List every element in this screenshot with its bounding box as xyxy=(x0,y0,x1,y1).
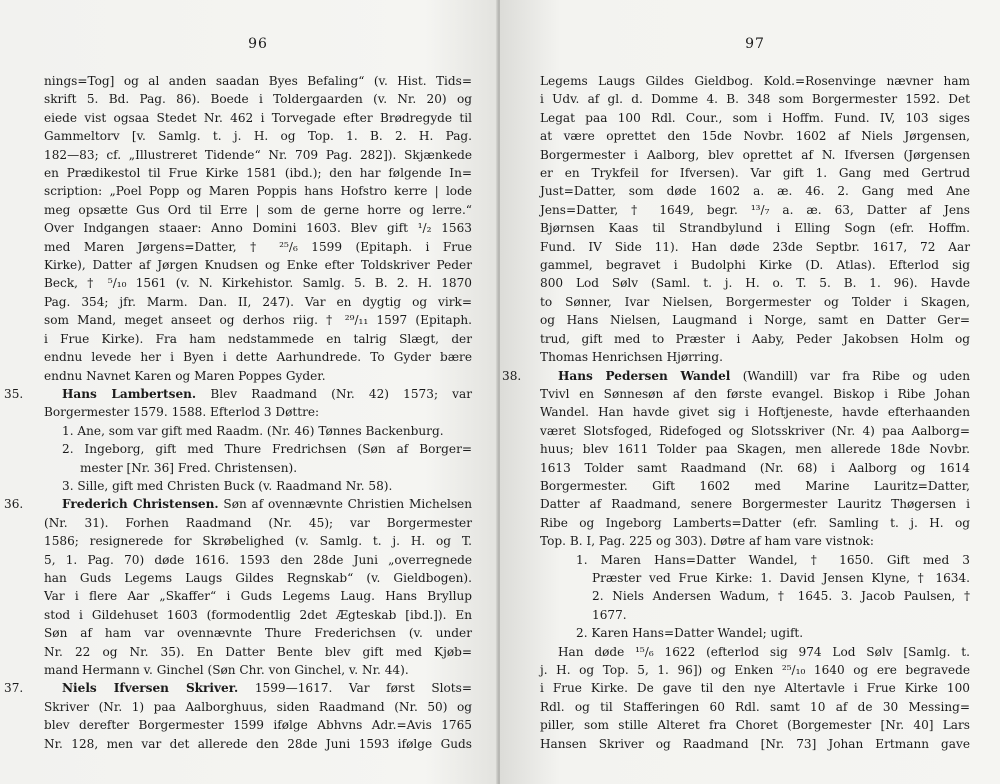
entry-number: 35. xyxy=(4,386,24,401)
line-text: to Sønner, Ivar Nielsen, Borgermester og Tolder i Skagen, xyxy=(540,294,970,309)
text-line xyxy=(540,403,970,421)
text-line xyxy=(44,440,472,458)
line-text: Hansen Skriver og Raadmand [Nr. 73] Johan Ertmann gave xyxy=(540,736,970,751)
text-line xyxy=(44,459,472,477)
line-text: Legat paa 100 Rdl. Cour., som i Hoffm. Fund. IV, 103 siges xyxy=(540,110,970,125)
line-text: Han døde ¹⁵/₆ 1622 (efterlod sig 974 Lod Sølv [Samlg. t. xyxy=(558,644,970,659)
line-text: Ribe og Ingeborg Lamberts=Datter (efr. Samling t. j. H. og xyxy=(540,515,970,530)
line-text: 1613 Tolder samt Raadmand (Nr. 68) i Aalborg og 1614 xyxy=(540,460,970,475)
line-text: huus; blev 1611 Tolder paa Skagen, men allerede 18de Novbr. xyxy=(540,442,970,457)
text-line xyxy=(44,643,472,661)
text-line xyxy=(540,348,970,366)
line-text: Borgermester 1579. 1588. Efterlod 3 Døttre: xyxy=(44,405,320,420)
text-line xyxy=(44,72,472,90)
line-text: nings=Tog] og al anden saadan Byes Befaling“ (v. Hist. Tids= xyxy=(44,74,472,88)
line-text: scription: „Poel Popp og Maren Poppis hans Hofstro kerre | lode xyxy=(44,184,472,199)
text-line xyxy=(44,238,472,256)
text-line xyxy=(540,698,970,716)
text-line xyxy=(540,716,970,734)
text-line xyxy=(540,164,970,182)
entry-name: Hans Lambertsen. xyxy=(62,386,197,401)
line-text: 800 Lod Sølv (Saml. t. j. H. o. T. 5. B. 1. 96). Havde xyxy=(540,276,970,291)
entry-name: Hans Pedersen Wandel xyxy=(558,368,731,383)
line-text: Wandel. Han havde givet sig i Hoftjeneste, havde efterhaanden xyxy=(540,405,970,420)
text-line xyxy=(44,532,472,550)
text-line xyxy=(540,293,970,311)
text-line xyxy=(540,514,970,532)
text-line xyxy=(540,679,970,697)
text-line xyxy=(44,348,472,366)
text-line xyxy=(44,256,472,274)
line-text: i Frue Kirke). Fra ham nedstammede en talrig Slægt, der xyxy=(44,331,472,346)
line-text: Gammeltorv [v. Samlg. t. j. H. og Top. 1. B. 2. H. Pag. xyxy=(44,129,472,144)
left-page-text xyxy=(4,72,473,753)
text-line xyxy=(540,661,970,679)
entry-text: (Wandill) var fra Ribe og uden xyxy=(730,368,970,383)
line-text: Nr. 22 og Nr. 35). En Datter Bente blev gift med Kjøb= xyxy=(44,644,472,659)
text-line xyxy=(44,624,472,642)
line-text: Beck, † ⁵/₁₀ 1561 (v. N. Kirkehistor. Samlg. 5. B. 2. H. 1870 xyxy=(44,276,472,291)
text-line xyxy=(44,219,472,237)
line-text: 1. Maren Hans=Datter Wandel, † 1650. Gift med 3 xyxy=(576,552,970,567)
text-line xyxy=(44,274,472,292)
page-number-left: 96 xyxy=(248,36,268,52)
line-text: 2. Karen Hans=Datter Wandel; ugift. xyxy=(576,626,804,641)
line-text: Fund. IV Side 11). Han døde 23de Septbr. 1617, 72 Aar xyxy=(540,239,970,254)
line-text: Kirke), Datter af Jørgen Knudsen og Enke efter Toldskriver Peder xyxy=(44,258,472,273)
text-line xyxy=(540,146,970,164)
text-line xyxy=(540,422,970,440)
line-text: Pag. 354; jfr. Marm. Dan. II, 247). Var en dygtig og virk= xyxy=(44,294,472,309)
line-text: Over Indgangen staaer: Anno Domini 1603. Blev gift ¹/₂ 1563 xyxy=(44,221,472,236)
text-line xyxy=(540,182,970,200)
line-text: i Frue Kirke. De gave til den nye Altertavle i Frue Kirke 100 xyxy=(540,681,970,696)
line-text: mand Hermann v. Ginchel (Søn Chr. von Ginchel, v. Nr. 44). xyxy=(44,663,409,677)
entry-text: Blev Raadmand (Nr. 42) 1573; var xyxy=(196,386,473,401)
text-line xyxy=(540,201,970,219)
text-line xyxy=(540,606,970,624)
text-line xyxy=(540,643,970,661)
line-text: Rdl. og til Stafferingen 60 Rdl. samt 10 af de 30 Messing= xyxy=(540,699,970,714)
line-text: Søn af ham var ovennævnte Thure Frederichsen (v. under xyxy=(44,626,472,641)
line-text: en Prædikestol til Frue Kirke 1581 (ibd.); den har følgende In= xyxy=(44,166,472,181)
text-line xyxy=(540,735,970,753)
text-line xyxy=(44,293,472,311)
text-line xyxy=(540,587,970,605)
text-line xyxy=(540,72,970,90)
text-line xyxy=(44,330,472,348)
text-line xyxy=(540,624,970,642)
entry-number: 38. xyxy=(502,368,522,383)
page-number-right: 97 xyxy=(745,36,765,52)
line-text: 3. Sille, gift med Christen Buck (v. Raadmand Nr. 58). xyxy=(62,478,393,493)
line-text: 182—83; cf. „Illustreret Tidende“ Nr. 709 Pag. 282]). Skjænkede xyxy=(44,147,472,162)
text-line xyxy=(540,109,970,127)
line-text: mester [Nr. 36] Fred. Christensen). xyxy=(80,460,298,475)
text-line xyxy=(540,569,970,587)
line-text: meg opsætte Gus Ord til Erre | som de gerne horre og lerre.“ xyxy=(44,202,472,217)
text-line xyxy=(540,532,970,550)
line-text: piller, som stille Alteret fra Choret (Borgemester [Nr. 40] Lars xyxy=(540,718,970,733)
line-text: Thomas Henrichsen Hjørring. xyxy=(540,350,723,365)
line-text: Datter af Raadmand, senere Borgermester Lauritz Thøgersen i xyxy=(540,497,970,512)
line-text: Var i flere Aar „Skaffer“ i Guds Legems Laug. Hans Bryllup xyxy=(44,589,472,604)
line-text: er en Trykfeil for Ifversen). Var gift 1. Gang med Gertrud xyxy=(540,166,970,181)
text-line xyxy=(540,385,970,403)
line-text: stod i Gildehuset 1603 (formodentlig 2det Ægteskab [ibd.]). En xyxy=(44,607,472,622)
text-line xyxy=(44,90,472,108)
line-text: i Udv. af gl. d. Domme 4. B. 348 som Borgermester 1592. Det xyxy=(540,92,970,107)
text-line xyxy=(540,256,970,274)
line-text: han Guds Legems Laugs Gildes Regnskab“ (v. Gieldbogen). xyxy=(44,570,472,585)
line-text: været Slotsfoged, Ridefoged og Slotsskriver (Nr. 4) paa Aalborg= xyxy=(540,423,970,438)
line-text: Jens=Datter, † 1649, begr. ¹³/₇ a. æ. 63, Datter af Jens xyxy=(540,202,970,217)
text-line xyxy=(540,459,970,477)
text-line xyxy=(44,477,472,495)
text-line xyxy=(44,403,472,421)
line-text: blev derefter Borgermester 1599 ifølge Abhvns Adr.=Avis 1765 xyxy=(44,718,472,733)
line-text: Legems Laugs Gildes Gieldbog. Kold.=Rosenvinge nævner ham xyxy=(540,74,970,88)
text-line xyxy=(44,606,472,624)
text-line xyxy=(44,146,472,164)
text-line xyxy=(44,587,472,605)
text-line xyxy=(44,422,472,440)
text-line xyxy=(44,551,472,569)
line-text: Skriver (Nr. 1) paa Aalborghuus, siden Raadmand (Nr. 50) og xyxy=(44,699,472,714)
line-text: Borgermester i Aalborg, blev oprettet af N. Ifversen (Jørgensen xyxy=(540,147,970,162)
line-text: 2. Niels Andersen Wadum, † 1645. 3. Jacob Paulsen, † xyxy=(592,589,970,604)
right-page xyxy=(500,0,1000,784)
line-text: (Nr. 31). Forhen Raadmand (Nr. 45); var Borgermester xyxy=(44,515,472,530)
text-line xyxy=(540,274,970,292)
line-text: at være oprettet den 15de Novbr. 1602 af Niels Jørgensen, xyxy=(540,129,970,144)
line-text: endnu levede her i Byen i dette Aarhundrede. To Gyder bære xyxy=(44,350,472,365)
text-line xyxy=(44,735,472,753)
line-text: Top. B. I, Pag. 225 og 303). Døtre af ham vare vistnok: xyxy=(540,534,874,549)
line-text: Præster ved Frue Kirke: 1. David Jensen Klyne, † 1634. xyxy=(592,570,970,585)
entry-number: 36. xyxy=(4,497,24,512)
text-line xyxy=(44,164,472,182)
text-line xyxy=(4,385,473,403)
text-line xyxy=(44,514,472,532)
entry-name: Frederich Christensen. xyxy=(62,497,219,512)
line-text: med Maren Jørgens=Datter, † ²⁵/₆ 1599 (Epitaph. i Frue xyxy=(44,239,472,254)
line-text: 2. Ingeborg, gift med Thure Fredrichsen (Søn af Borger= xyxy=(62,442,472,457)
line-text: Bjørnsen Kaas til Strandbylund i Elling Sogn (efr. Hoffm. xyxy=(540,221,970,236)
line-text: j. H. og Top. 5, 1. 96]) og Enken ²⁵/₁₀ 1640 og ere begravede xyxy=(540,663,970,677)
text-line xyxy=(44,569,472,587)
text-line xyxy=(540,127,970,145)
line-text: Nr. 128, men var det allerede den 28de Juni 1593 ifølge Guds xyxy=(44,736,472,751)
text-line xyxy=(540,311,970,329)
text-line xyxy=(44,367,472,385)
line-text: som Mand, meget anseet og derhos riig. † ²⁹/₁₁ 1597 (Epitaph. xyxy=(44,313,472,328)
text-line xyxy=(4,679,472,697)
entry-text: 1599—1617. Var først Slots= xyxy=(238,681,472,696)
line-text: trud, gift med to Præster i Aaby, Peder Jakobsen Holm og xyxy=(540,331,970,346)
text-line xyxy=(540,551,970,569)
line-text: skrift 5. Bd. Pag. 86). Boede i Toldergaarden (v. Nr. 20) og xyxy=(44,92,472,107)
line-text: eiede vist ogsaa Stedet Nr. 462 i Torvegade efter Brødregyde til xyxy=(44,110,472,125)
line-text: gammel, begravet i Budolphi Kirke (D. Atlas). Efterlod sig xyxy=(540,258,970,273)
text-line xyxy=(540,219,970,237)
text-line xyxy=(4,495,472,513)
line-text: 1677. xyxy=(592,607,627,622)
text-line xyxy=(44,661,472,679)
line-text: Borgermester. Gift 1602 med Marine Lauritz=Datter, xyxy=(540,478,970,493)
line-text: 1586; resignerede for Skrøbelighed (v. Samlg. t. j. H. og T. xyxy=(44,534,472,549)
text-line xyxy=(44,127,472,145)
text-line xyxy=(44,182,472,200)
line-text: Tvivl en Sønnesøn af den første evangel. Biskop i Ribe Johan xyxy=(540,386,970,401)
line-text: endnu Navnet Karen og Maren Poppes Gyder. xyxy=(44,368,326,383)
text-line xyxy=(540,238,970,256)
line-text: og Hans Nielsen, Laugmand i Norge, samt en Datter Ger= xyxy=(540,313,970,328)
text-line xyxy=(540,440,970,458)
line-text: 1. Ane, som var gift med Raadm. (Nr. 46) Tønnes Backenburg. xyxy=(62,423,444,438)
entry-name: Niels Ifversen Skriver. xyxy=(62,681,239,696)
text-line xyxy=(44,311,472,329)
text-line xyxy=(540,495,970,513)
text-line xyxy=(44,716,472,734)
line-text: 5, 1. Pag. 70) døde 1616. 1593 den 28de Juni „overregnede xyxy=(44,552,472,567)
line-text: Just=Datter, som døde 1602 a. æ. 46. 2. Gang med Ane xyxy=(540,184,970,199)
text-line xyxy=(540,477,970,495)
text-line xyxy=(502,367,970,385)
entry-text: Søn af ovennævnte Christien Michelsen xyxy=(218,497,472,512)
entry-number: 37. xyxy=(4,681,24,696)
text-line xyxy=(44,698,472,716)
text-line xyxy=(44,201,472,219)
text-line xyxy=(44,109,472,127)
right-page-text xyxy=(502,72,970,753)
text-line xyxy=(540,90,970,108)
text-line xyxy=(540,330,970,348)
